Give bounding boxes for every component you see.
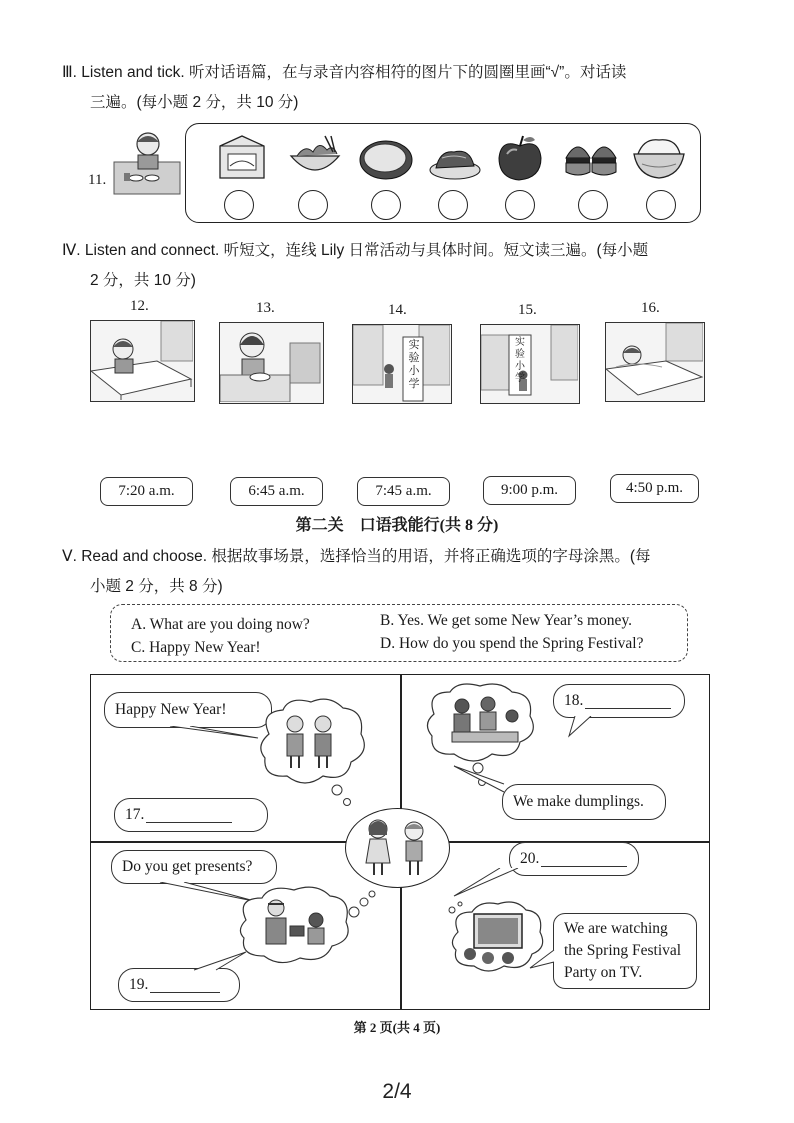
scene-having-breakfast [219, 322, 324, 404]
option-c: C. Happy New Year! [131, 639, 261, 656]
question-14-number: 14. [388, 302, 407, 318]
question-15-number: 15. [518, 302, 537, 318]
answer-bubble-17[interactable] [114, 798, 268, 832]
milk-carton-icon [214, 132, 270, 182]
scene-going-to-bed [605, 322, 705, 402]
time-box-1[interactable]: 7:20 a.m. [100, 477, 193, 506]
girl-eating-picture [112, 128, 184, 196]
noodles-bowl-icon [287, 134, 343, 182]
answer-circle-noodles[interactable] [298, 190, 328, 220]
time-box-5[interactable]: 4:50 p.m. [610, 474, 699, 503]
question-18-number: 18. [564, 692, 584, 709]
school-sign-text-2: 实 验 小 学 [515, 337, 525, 384]
answer-circle-meat[interactable] [438, 190, 468, 220]
speech-bubble-dumplings: We make dumplings. [502, 784, 666, 820]
rice-bowl-icon [630, 134, 688, 182]
thought-cloud-grandpa-gift [236, 880, 376, 970]
section-3-instruction-line1: Ⅲ. Listen and tick. 听对话语篇，在与录音内容相符的图片下的圆圈里画“√”。对话读 [62, 64, 627, 81]
option-d: D. How do you spend the Spring Festival? [380, 635, 644, 652]
question-19-number: 19. [129, 976, 149, 993]
page-indicator: 2/4 [382, 1080, 412, 1103]
apple-icon [493, 134, 547, 184]
option-b: B. Yes. We get some New Year’s money. [380, 612, 633, 629]
question-11-number: 11. [88, 172, 107, 188]
answer-circle-rice[interactable] [646, 190, 676, 220]
option-a: A. What are you doing now? [131, 616, 310, 633]
speech-bubble-presents: Do you get presents? [111, 850, 277, 884]
answer-bubble-19[interactable] [118, 968, 240, 1002]
question-20-number: 20. [520, 850, 540, 867]
speech-bubble-watching-tv: We are watching the Spring Festival Party on TV. [553, 913, 697, 989]
meat-dish-icon [428, 138, 482, 182]
school-sign-text: 实 验 小 学 [408, 339, 420, 390]
section-4-instruction-line2: 2 分，共 10 分) [90, 272, 196, 289]
speech-bubble-tail-19 [190, 950, 250, 972]
time-box-4[interactable]: 9:00 p.m. [483, 476, 576, 505]
speech-bubble-tail-tv [528, 948, 556, 972]
section-4-instruction-line1: Ⅳ. Listen and connect. 听短文，连线 Lily 日常活动与具体时间。短文读三遍。(每小题 [62, 242, 649, 259]
question-16-number: 16. [641, 300, 660, 316]
hamburgers-icon [562, 134, 620, 184]
speech-bubble-happy-new-year: Happy New Year! [104, 692, 272, 728]
section-5-instruction-line2: 小题 2 分，共 8 分) [90, 578, 223, 595]
time-box-3[interactable]: 7:45 a.m. [357, 477, 450, 506]
answer-circle-milk[interactable] [224, 190, 254, 220]
answer-19-blank[interactable] [150, 978, 220, 993]
question-13-number: 13. [256, 300, 275, 316]
speech-bubble-tail-18 [565, 716, 605, 738]
answer-17-blank[interactable] [146, 808, 232, 823]
answer-circle-apple[interactable] [505, 190, 535, 220]
section-3-instruction-line2: 三遍。(每小题 2 分，共 10 分) [90, 94, 299, 111]
time-box-2[interactable]: 6:45 a.m. [230, 477, 323, 506]
scene-going-to-school [352, 324, 452, 404]
answer-bubble-18[interactable] [553, 684, 685, 718]
answer-20-blank[interactable] [541, 852, 627, 867]
answer-circle-hamburgers[interactable] [578, 190, 608, 220]
section-5-instruction-line1: Ⅴ. Read and choose. 根据故事场景，选择恰当的用语，并将正确选项的字母涂黑。(每 [62, 548, 651, 565]
speech-bubble-tail-20 [452, 868, 532, 898]
answer-18-blank[interactable] [585, 694, 671, 709]
speech-bubble-tail [150, 726, 260, 740]
thought-cloud-two-kids [255, 694, 375, 814]
scene-leaving-school [480, 324, 580, 404]
part-2-title: 第二关 口语我能行(共 8 分) [295, 517, 499, 534]
question-17-number: 17. [125, 806, 145, 823]
center-circle [345, 808, 450, 888]
question-12-number: 12. [130, 298, 149, 314]
speech-bubble-tail-dumplings [452, 764, 512, 794]
scene-getting-up [90, 320, 195, 402]
page-footer: 第 2 页(共 4 页) [353, 1020, 441, 1035]
answer-circle-pancake[interactable] [371, 190, 401, 220]
pancake-icon [358, 138, 414, 182]
